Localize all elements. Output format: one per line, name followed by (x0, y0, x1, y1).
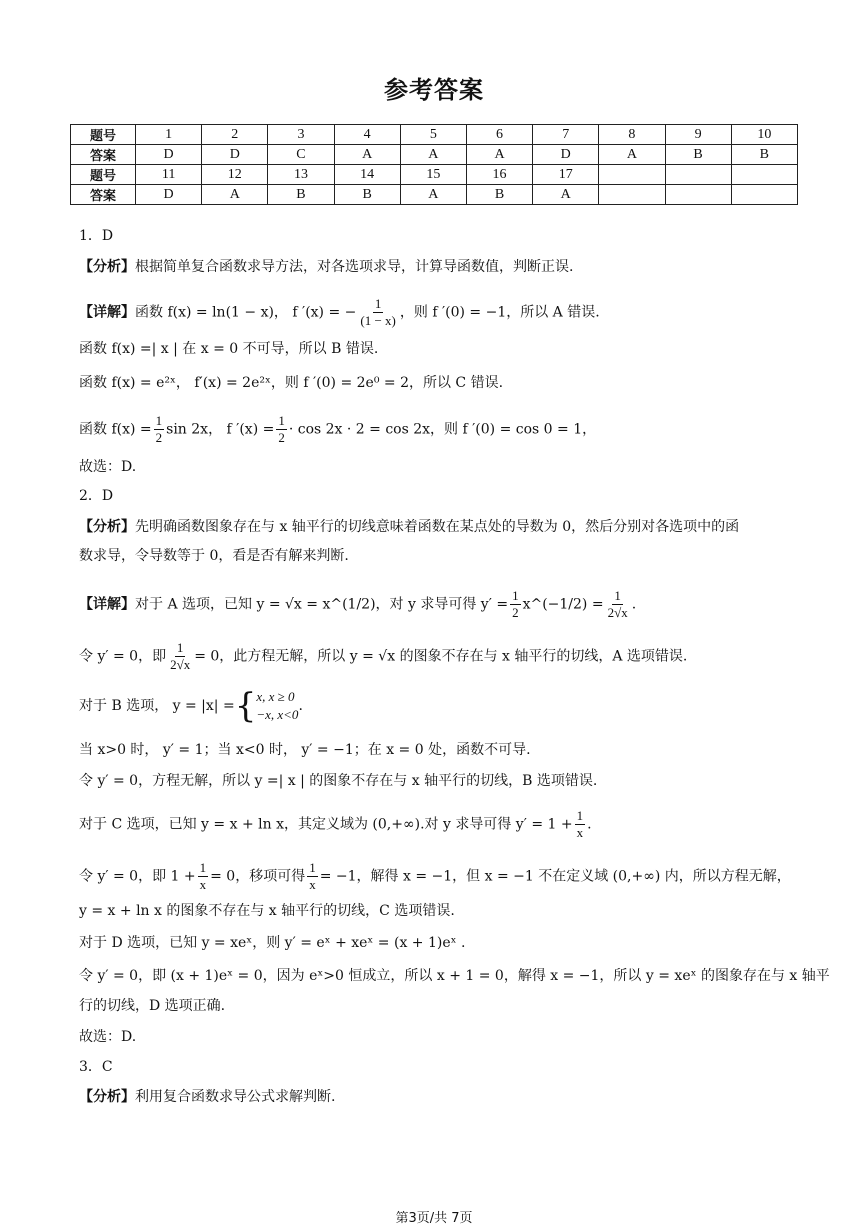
q2-detail-d1: 对于 D 选项，已知 y = xeˣ，则 y′ = eˣ + xeˣ = (x + 1)eˣ . (79, 935, 466, 951)
table-row (71, 125, 798, 145)
table-cell: A (466, 145, 532, 165)
fraction: $\frac{1}{2}$ (155, 413, 163, 445)
table-cell: A (533, 185, 599, 205)
piecewise-brace: { x, x ≥ 0 −x, x<0 (234, 686, 299, 726)
table-cell: 17 (533, 165, 599, 185)
table-cell: 2 (202, 125, 268, 145)
fraction: $\frac{1}{x}$ (576, 808, 584, 840)
page-title: 参考答案 (384, 76, 484, 104)
q2-detail-c2: 令 y′ = 0，即 1 + $\frac{1}{x}$ = 0，移项可得 $\frac{1}{x}$ = −1，解得 x = −1，但 x = −1 不在定义域 (0,+∞) 内，所以方程无解， (79, 860, 791, 892)
q2-detail-c1: 对于 C 选项，已知 y = x + ln x，其定义域为 (0,+∞).对 y 求导可得 y′ = 1 + $\frac{1}{x}$ . (79, 808, 592, 840)
fraction: $\frac{1}{2√x}$ (170, 640, 191, 672)
fraction: $\frac{1}{x}$ (309, 860, 316, 892)
page-footer: 第3页/共 7页 (395, 1211, 473, 1226)
table-cell: C (268, 145, 334, 165)
table-cell: 14 (334, 165, 400, 185)
fraction: $\frac{1}{2}$ (278, 413, 285, 445)
row-header: 答案 (71, 145, 136, 165)
table-cell: 9 (665, 125, 731, 145)
q2-detail-b1: 对于 B 选项， y = |x| = { x, x ≥ 0 −x, x<0 . (79, 686, 303, 726)
table-cell (599, 185, 665, 205)
q1-detail-d: 函数 f(x) = $\frac{1}{2}$ sin 2x， f ′(x) = $\frac{1}{2}$ · cos 2x · 2 = cos 2x，则 f ′(0) = cos 0 = 1， (79, 413, 597, 445)
table-cell: 10 (731, 125, 797, 145)
q2-detail-d3: 行的切线，D 选项正确. (79, 998, 226, 1014)
table-cell: D (202, 145, 268, 165)
q2-number: 2．D (79, 488, 114, 504)
answer-table (70, 124, 798, 205)
table-row (71, 145, 798, 165)
table-cell: B (466, 185, 532, 205)
table-cell: 3 (268, 125, 334, 145)
q2-conclusion: 故选：D. (79, 1029, 137, 1045)
table-cell: 5 (400, 125, 466, 145)
table-cell (665, 185, 731, 205)
q2-detail-b3: 令 y′ = 0，方程无解，所以 y =| x | 的图象不存在与 x 轴平行的切线，B 选项错误. (79, 773, 598, 789)
q1-detail-b: 函数 f(x) =| x | 在 x = 0 不可导，所以 B 错误. (79, 341, 379, 357)
table-cell: 15 (400, 165, 466, 185)
q2-detail-b2: 当 x>0 时， y′ = 1；当 x<0 时， y′ = −1；在 x = 0 处，函数不可导. (79, 742, 531, 758)
table-cell: 7 (533, 125, 599, 145)
q2-detail-d2: 令 y′ = 0，即 (x + 1)eˣ = 0，因为 eˣ>0 恒成立，所以 x + 1 = 0，解得 x = −1，所以 y = xeˣ 的图象存在与 x 轴平 (79, 968, 830, 984)
q2-detail-a2: 令 y′ = 0，即 $\frac{1}{2√x}$ = 0，此方程无解，所以 y = √x 的图象不存在与 x 轴平行的切线，A 选项错误. (79, 640, 688, 672)
table-cell: A (334, 145, 400, 165)
table-cell: B (731, 145, 797, 165)
table-cell: D (136, 185, 202, 205)
q2-analysis-2: 数求导，令导数等于 0，看是否有解来判断. (79, 548, 349, 564)
table-cell: 6 (466, 125, 532, 145)
fraction: $\frac{1}{x}$ (199, 860, 207, 892)
q1-number: 1．D (79, 228, 114, 244)
table-cell: B (665, 145, 731, 165)
row-header: 题号 (71, 125, 136, 145)
fraction: $\frac{1}{(1 - x)}$ (360, 296, 396, 328)
q1-analysis: 【分析】根据简单复合函数求导方法，对各选项求导，计算导函数值，判断正误. (79, 259, 574, 275)
table-cell: D (533, 145, 599, 165)
row-header: 答案 (71, 185, 136, 205)
table-cell (731, 185, 797, 205)
q1-detail-c: 函数 f(x) = e²ˣ， f′(x) = 2e²ˣ，则 f ′(0) = 2e⁰ = 2，所以 C 错误. (79, 375, 504, 391)
table-cell: 13 (268, 165, 334, 185)
table-cell: 12 (202, 165, 268, 185)
table-cell: A (599, 145, 665, 165)
table-row (71, 185, 798, 205)
table-cell (731, 165, 797, 185)
table-cell: B (334, 185, 400, 205)
q3-number: 3．C (79, 1059, 113, 1075)
fraction: $\frac{1}{2√x}$ (607, 588, 628, 620)
q2-detail-c3: y = x + ln x 的图象不存在与 x 轴平行的切线，C 选项错误. (79, 903, 455, 919)
table-cell: 8 (599, 125, 665, 145)
table-cell: A (400, 185, 466, 205)
table-row (71, 165, 798, 185)
q3-analysis: 【分析】利用复合函数求导公式求解判断. (79, 1089, 336, 1105)
table-cell: 4 (334, 125, 400, 145)
row-header: 题号 (71, 165, 136, 185)
table-cell: 11 (136, 165, 202, 185)
q1-detail-a: 【详解】函数 f(x) = ln(1 − x)， f ′(x) = − $\frac{1}{(1 - x)}$ ，则 f ′(0) = −1，所以 A 错误. (79, 296, 600, 328)
table-cell: A (400, 145, 466, 165)
table-cell: A (202, 185, 268, 205)
q1-conclusion: 故选：D. (79, 459, 137, 475)
table-cell: 16 (466, 165, 532, 185)
table-cell: B (268, 185, 334, 205)
q2-detail-a1: 【详解】对于 A 选项，已知 y = √x = x^(1/2)，对 y 求导可得 y′ = $\frac{1}{2}$ x^(−1/2) = $\frac{1}{2√x}$ . (79, 588, 637, 620)
table-cell (599, 165, 665, 185)
table-cell: 1 (136, 125, 202, 145)
table-cell (665, 165, 731, 185)
fraction: $\frac{1}{2}$ (512, 588, 519, 620)
table-cell: D (136, 145, 202, 165)
q2-analysis-1: 【分析】先明确函数图象存在与 x 轴平行的切线意味着函数在某点处的导数为 0，然后分别对各选项中的函 (79, 519, 740, 535)
